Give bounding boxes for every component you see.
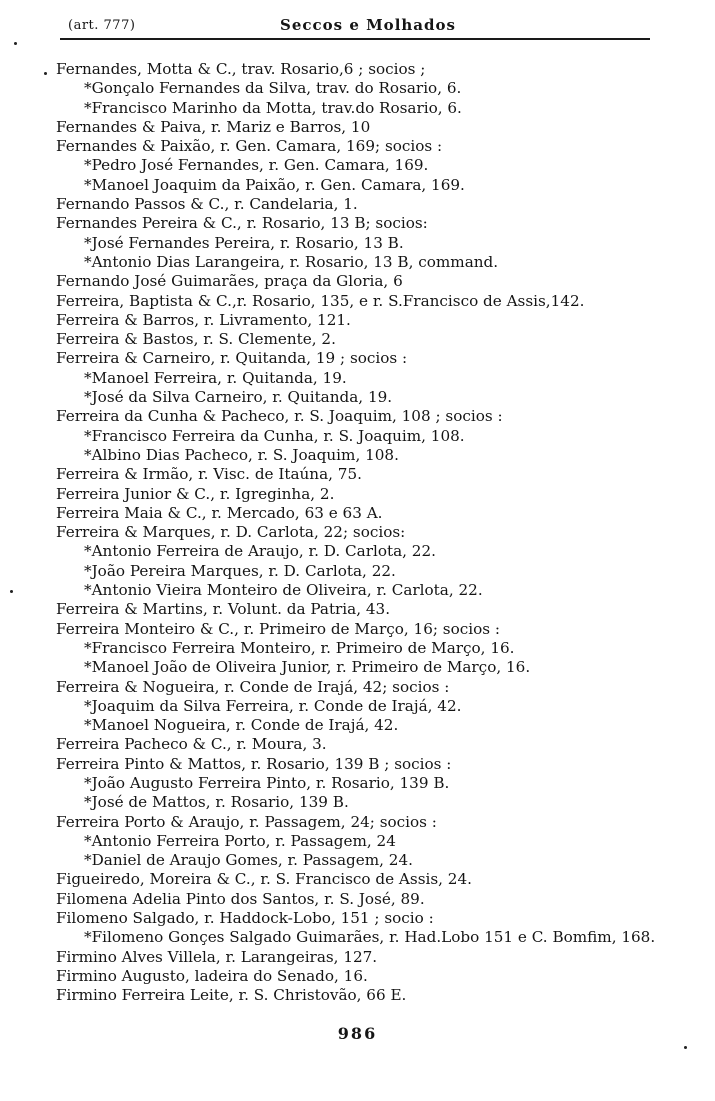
firm-entry: Filomeno Salgado, r. Haddock-Lobo, 151 ; socio : xyxy=(56,909,434,928)
partner-entry: *Manoel Joaquim da Paixão, r. Gen. Camara, 169. xyxy=(84,175,465,194)
partner-entry: *Francisco Ferreira da Cunha, r. S. Joaquim, 108. xyxy=(84,426,465,445)
firm-entry: Figueiredo, Moreira & C., r. S. Francisco de Assis, 24. xyxy=(56,870,472,889)
partner-entry: *Antonio Ferreira Porto, r. Passagem, 24 xyxy=(84,831,396,850)
firm-entry: Ferreira & Bastos, r. S. Clemente, 2. xyxy=(56,330,336,349)
firm-entry: Ferreira Porto & Araujo, r. Passagem, 24; socios : xyxy=(56,812,437,831)
firm-entry: Ferreira & Martins, r. Volunt. da Patria, 43. xyxy=(56,600,391,619)
firm-entry: Firmino Ferreira Leite, r. S. Christovão, 66 E. xyxy=(56,986,407,1005)
firm-entry: Filomena Adelia Pinto dos Santos, r. S. José, 89. xyxy=(56,889,425,908)
directory-entries xyxy=(0,60,715,1006)
firm-entry: Ferreira Junior & C., r. Igreginha, 2. xyxy=(56,484,335,503)
partner-entry: *Francisco Marinho da Motta, trav.do Rosario, 6. xyxy=(84,98,462,117)
partner-entry: *Antonio Vieira Monteiro de Oliveira, r. Carlota, 22. xyxy=(84,581,483,600)
partner-entry: *Manoel Nogueira, r. Conde de Irajá, 42. xyxy=(84,716,399,735)
partner-entry: *João Augusto Ferreira Pinto, r. Rosario, 139 B. xyxy=(84,773,450,792)
partner-entry: *José da Silva Carneiro, r. Quitanda, 19. xyxy=(84,388,393,407)
partner-entry: *Manoel João de Oliveira Junior, r. Primeiro de Março, 16. xyxy=(84,658,531,677)
partner-entry: *Francisco Ferreira Monteiro, r. Primeiro de Março, 16. xyxy=(84,638,515,657)
partner-entry: *Filomeno Gonçes Salgado Guimarães, r. Had.Lobo 151 e C. Bomfim, 168. xyxy=(84,928,656,947)
firm-entry: Ferreira & Nogueira, r. Conde de Irajá, 42; socios : xyxy=(56,677,450,696)
partner-entry: *Gonçalo Fernandes da Silva, trav. do Rosario, 6. xyxy=(84,79,462,98)
partner-entry: *Albino Dias Pacheco, r. S. Joaquim, 108. xyxy=(84,445,399,464)
firm-entry: Ferreira & Barros, r. Livramento, 121. xyxy=(56,310,351,329)
firm-entry: Ferreira Pinto & Mattos, r. Rosario, 139 B ; socios : xyxy=(56,754,452,773)
article-reference: (art. 777) xyxy=(68,18,136,33)
firm-entry: Firmino Augusto, ladeira do Senado, 16. xyxy=(56,966,368,985)
firm-entry: Ferreira Monteiro & C., r. Primeiro de Março, 16; socios : xyxy=(56,619,500,638)
firm-entry: Fernandes Pereira & C., r. Rosario, 13 B; socios: xyxy=(56,214,428,233)
firm-entry: Fernandes & Paixão, r. Gen. Camara, 169; socios : xyxy=(56,137,443,156)
partner-entry: *João Pereira Marques, r. D. Carlota, 22. xyxy=(84,561,396,580)
running-header xyxy=(60,14,650,40)
firm-entry: Fernando José Guimarães, praça da Gloria, 6 xyxy=(56,272,403,291)
firm-entry: Ferreira da Cunha & Pacheco, r. S. Joaquim, 108 ; socios : xyxy=(56,407,503,426)
partner-entry: *José Fernandes Pereira, r. Rosario, 13 B. xyxy=(84,233,404,252)
firm-entry: Ferreira & Marques, r. D. Carlota, 22; socios: xyxy=(56,523,406,542)
partner-entry: *Joaquim da Silva Ferreira, r. Conde de Irajá, 42. xyxy=(84,696,462,715)
partner-entry: *Manoel Ferreira, r. Quitanda, 19. xyxy=(84,368,347,387)
firm-entry: Firmino Alves Villela, r. Larangeiras, 127. xyxy=(56,947,378,966)
page-number: 986 xyxy=(337,1024,378,1043)
firm-entry: Fernandes, Motta & C., trav. Rosario,6 ; socios ; xyxy=(56,60,426,78)
firm-entry: Ferreira Maia & C., r. Mercado, 63 e 63 A. xyxy=(56,503,383,522)
ink-speck xyxy=(44,72,47,75)
partner-entry: *José de Mattos, r. Rosario, 139 B. xyxy=(84,793,349,812)
ink-speck xyxy=(14,42,17,45)
partner-entry: *Antonio Dias Larangeira, r. Rosario, 13 B, command. xyxy=(84,252,499,271)
firm-entry: Fernandes & Paiva, r. Mariz e Barros, 10 xyxy=(56,117,371,136)
firm-entry: Ferreira Pacheco & C., r. Moura, 3. xyxy=(56,735,327,754)
ink-speck xyxy=(684,1046,687,1049)
firm-entry: Fernando Passos & C., r. Candelaria, 1. xyxy=(56,195,358,214)
firm-entry: Ferreira & Carneiro, r. Quitanda, 19 ; socios : xyxy=(56,349,408,368)
ink-speck xyxy=(10,590,13,593)
firm-entry: Ferreira, Baptista & C.,r. Rosario, 135, e r. S.Francisco de Assis,142. xyxy=(56,291,585,310)
partner-entry: *Antonio Ferreira de Araujo, r. D. Carlota, 22. xyxy=(84,542,436,561)
section-title: Seccos e Molhados xyxy=(280,16,456,34)
partner-entry: *Daniel de Araujo Gomes, r. Passagem, 24. xyxy=(84,851,413,870)
firm-entry: Ferreira & Irmão, r. Visc. de Itaúna, 75. xyxy=(56,465,362,484)
partner-entry: *Pedro José Fernandes, r. Gen. Camara, 169. xyxy=(84,156,429,175)
